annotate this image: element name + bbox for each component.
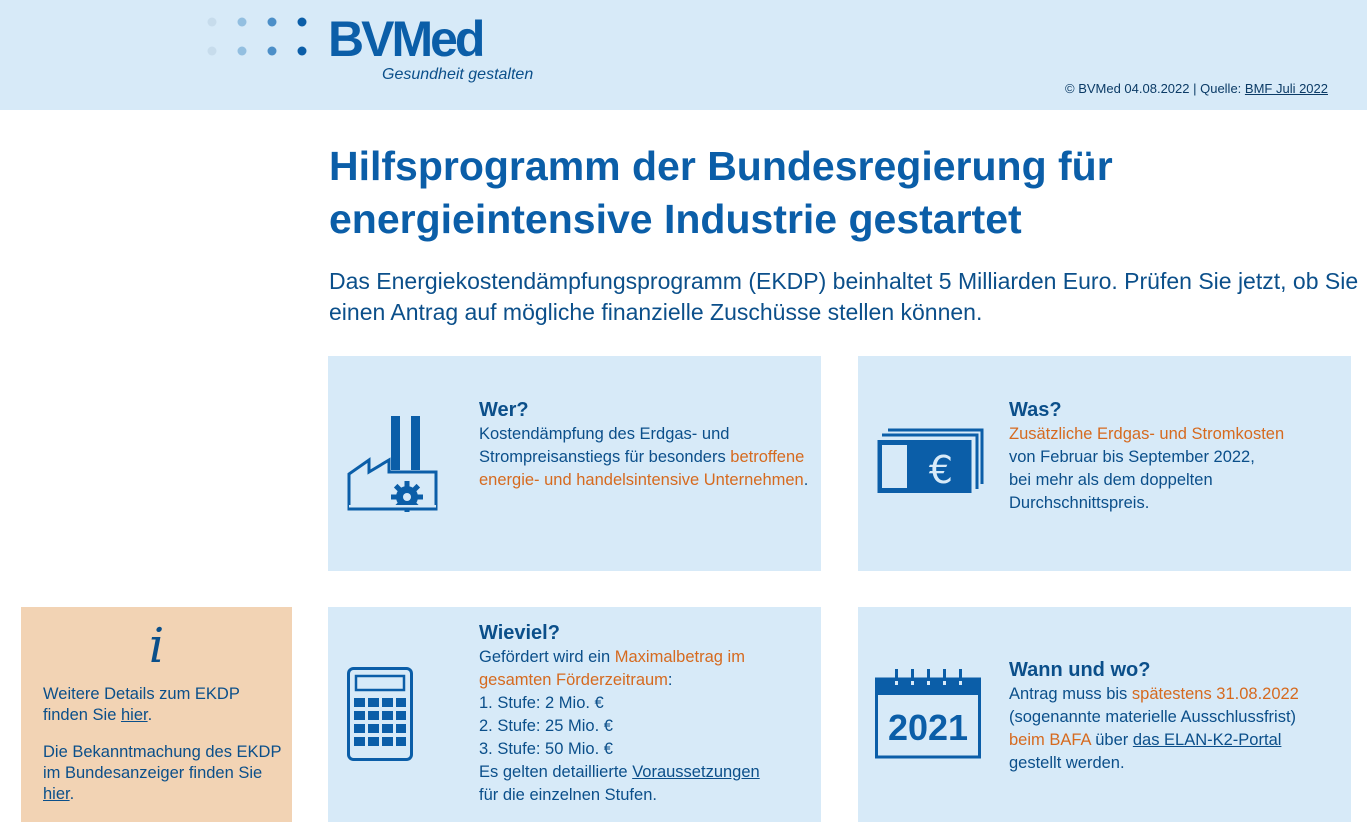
step-2: 2. Stufe: 25 Mio. € xyxy=(479,717,613,735)
card-was-text xyxy=(1009,398,1344,515)
card-wann-text xyxy=(1009,658,1344,775)
step-1: 1. Stufe: 2 Mio. € xyxy=(479,694,604,712)
calendar-icon xyxy=(875,667,983,759)
card-wieviel-highlight: Maximalbetrag im gesamten Förderzeitraum xyxy=(479,648,745,689)
header-banner xyxy=(0,0,1367,110)
info-p1-text: Weitere Details zum EKDP finden Sie xyxy=(43,685,240,724)
card-wann-text3: über xyxy=(1095,731,1129,749)
info-details-link[interactable]: hier xyxy=(120,706,148,724)
info-bundesanzeiger-link[interactable]: hier xyxy=(43,785,70,803)
card-wer-text xyxy=(479,398,814,492)
step-3: 3. Stufe: 50 Mio. € xyxy=(479,740,613,758)
card-wieviel-text2: : xyxy=(667,671,673,689)
card-wer-highlight: betroffene energie- und handelsintensive Unternehmen xyxy=(479,448,805,489)
card-wieviel xyxy=(328,607,821,822)
card-wieviel-text4: für die einzelnen Stufen. xyxy=(479,786,657,804)
card-wer-body xyxy=(479,423,814,492)
svg-text:€: € xyxy=(928,448,954,492)
card-wer-text2: . xyxy=(803,471,809,489)
card-wann xyxy=(858,607,1351,822)
card-wann-text4: gestellt werden. xyxy=(1009,754,1125,772)
card-was-line4: Durchschnittspreis. xyxy=(1009,494,1150,512)
logo-dots-icon xyxy=(206,17,316,59)
info-icon: i xyxy=(148,618,165,674)
info-box xyxy=(21,607,292,822)
card-wer-heading: Wer? xyxy=(479,399,529,421)
elan-k2-portal-link[interactable]: das ELAN-K2-Portal xyxy=(1132,731,1282,749)
info-p1-end: . xyxy=(147,706,153,724)
euro-banknotes-icon xyxy=(876,428,984,496)
card-wieviel-text xyxy=(479,621,814,807)
calculator-icon xyxy=(347,667,413,761)
calendar-year: 2021 xyxy=(887,707,969,748)
source-link[interactable]: BMF Juli 2022 xyxy=(1244,81,1328,96)
card-wieviel-heading: Wieviel? xyxy=(479,622,560,644)
logo-tagline: Gesundheit gestalten xyxy=(382,66,534,83)
logo-wordmark: BVMed xyxy=(328,11,483,67)
card-wieviel-footer xyxy=(479,761,814,807)
credit-text: © BVMed 04.08.2022 | Quelle: xyxy=(1065,81,1245,96)
card-wann-heading: Wann und wo? xyxy=(1009,659,1151,681)
info-p2-text: Die Bekanntmachung des EKDP im Bundesanzeiger finden Sie xyxy=(43,743,282,782)
voraussetzungen-link[interactable]: Voraussetzungen xyxy=(632,763,760,781)
card-wann-body xyxy=(1009,683,1344,775)
source-credit xyxy=(1065,81,1328,96)
card-was-heading: Was? xyxy=(1009,399,1062,421)
card-was-highlight: Zusätzliche Erdgas- und Stromkosten xyxy=(1009,425,1285,443)
page-title: Hilfsprogramm der Bundesregierung für energieintensive Industrie gestartet xyxy=(329,143,1113,242)
card-wann-text2: (sogenannte materielle Ausschlussfrist) xyxy=(1009,708,1297,726)
info-paragraph-2 xyxy=(43,742,283,805)
card-was xyxy=(858,356,1351,571)
card-was-line3: bei mehr als dem doppelten xyxy=(1009,471,1213,489)
card-wieviel-intro xyxy=(479,646,814,692)
factory-icon xyxy=(346,414,440,512)
info-text xyxy=(43,684,283,821)
card-wieviel-text3: Es gelten detaillierte xyxy=(479,763,628,781)
card-wer-text1: Kostendämpfung des Erdgas- und Strompreisanstiegs für besonders xyxy=(479,425,730,466)
info-p2-end: . xyxy=(69,785,75,803)
card-wann-text1: Antrag muss bis xyxy=(1009,685,1128,703)
card-was-line2: von Februar bis September 2022, xyxy=(1009,448,1255,466)
card-wer xyxy=(328,356,821,571)
card-wann-highlight1: spätestens 31.08.2022 xyxy=(1131,685,1299,703)
info-paragraph-1 xyxy=(43,684,283,726)
card-wann-highlight2: beim BAFA xyxy=(1009,731,1091,749)
card-wieviel-text1: Gefördert wird ein xyxy=(479,648,611,666)
intro-text: Das Energiekostendämpfungsprogramm (EKDP) beinhaltet 5 Milliarden Euro. Prüfen Sie jetzt, ob Sie einen Antrag auf mögliche finanzielle Zuschüsse stellen können. xyxy=(329,268,1359,325)
